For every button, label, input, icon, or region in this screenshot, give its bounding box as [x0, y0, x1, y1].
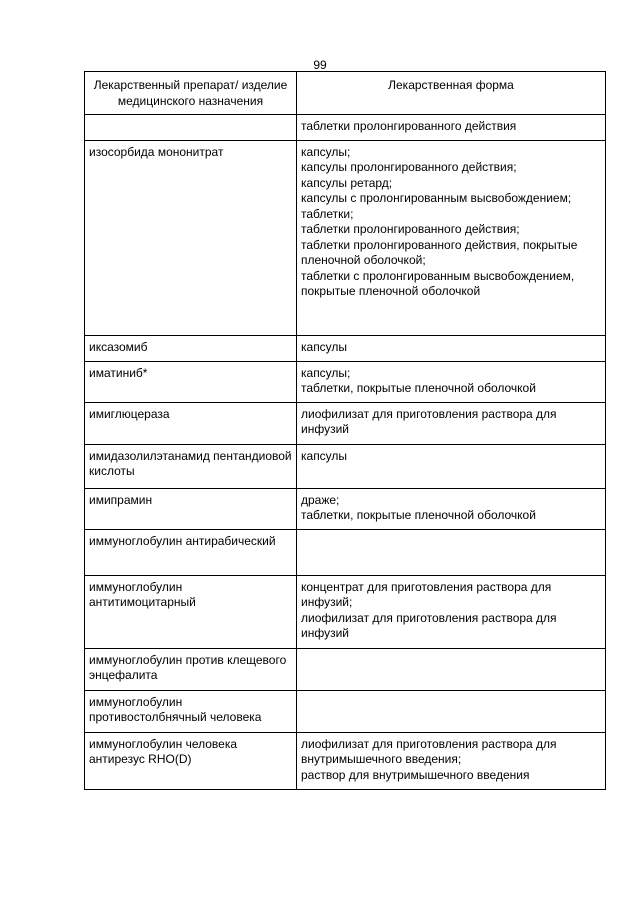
table-row — [85, 115, 606, 141]
table-row — [85, 732, 606, 789]
drug-forms-table — [84, 71, 606, 790]
dosage-form-item: таблетки с пролонгированным высвобождением, покрытые пленочной оболочкой — [301, 268, 575, 298]
drug-name-cell — [85, 648, 297, 690]
table-row — [85, 335, 606, 361]
dosage-form-cell — [297, 444, 606, 488]
table-row — [85, 488, 606, 529]
page-number: 99 — [313, 58, 327, 72]
table-row — [85, 648, 606, 690]
dosage-form-item: концентрат для приготовления раствора для инфузий; — [301, 579, 552, 609]
drug-name: иммуноглобулин антитимоцитарный — [89, 579, 196, 609]
dosage-form-cell — [297, 690, 606, 732]
drug-name: иматиниб* — [89, 365, 148, 380]
drug-name: имипрамин — [89, 492, 153, 507]
dosage-form-cell — [297, 140, 606, 335]
table-row — [85, 529, 606, 575]
dosage-form-item: капсулы ретард; — [301, 175, 393, 190]
dosage-form-item: капсулы; — [301, 144, 351, 159]
drug-name: изосорбида мононитрат — [89, 144, 224, 159]
dosage-form-cell — [297, 488, 606, 529]
dosage-form-item: таблетки пролонгированного действия — [301, 119, 517, 133]
dosage-form-cell — [297, 335, 606, 361]
dosage-form-cell — [297, 648, 606, 690]
drug-name: иммуноглобулин человека антирезус RHO(D) — [89, 736, 238, 766]
table-row — [85, 140, 606, 335]
dosage-form-item: лиофилизат для приготовления раствора для инфузий — [301, 406, 557, 436]
header-dosage-form: Лекарственная форма — [297, 72, 606, 115]
dosage-form-item: таблетки, покрытые пленочной оболочкой — [301, 508, 536, 522]
dosage-form-item: таблетки; — [301, 206, 354, 221]
drug-name-cell — [85, 690, 297, 732]
drug-name: иммуноглобулин антирабический — [89, 533, 276, 548]
drug-name: имидазолилэтанамид пентандиовой кислоты — [89, 448, 292, 478]
drug-name-cell — [85, 575, 297, 648]
dosage-form-item: драже; — [301, 492, 340, 507]
dosage-form-cell — [297, 732, 606, 789]
header-drug-name: Лекарственный препарат/ изделие медицинского назначения — [85, 72, 297, 115]
dosage-form-item: таблетки, покрытые пленочной оболочкой — [301, 381, 536, 395]
drug-name: иммуноглобулин противостолбнячный человека — [89, 694, 262, 724]
drug-name-cell — [85, 402, 297, 444]
table-row — [85, 444, 606, 488]
dosage-form-item: таблетки пролонгированного действия, покрытые пленочной оболочкой; — [301, 237, 578, 267]
drug-name-cell — [85, 732, 297, 789]
dosage-form-item: капсулы — [301, 339, 348, 354]
drug-name: иммуноглобулин против клещевого энцефалита — [89, 652, 287, 682]
dosage-form-item: капсулы пролонгированного действия; — [301, 160, 517, 174]
dosage-form-cell — [297, 575, 606, 648]
dosage-form-item: таблетки пролонгированного действия; — [301, 222, 520, 236]
dosage-form-item: капсулы; — [301, 365, 351, 380]
drug-name-cell — [85, 140, 297, 335]
dosage-form-cell — [297, 361, 606, 402]
dosage-form-item: лиофилизат для приготовления раствора для инфузий — [301, 610, 557, 640]
drug-name: иксазомиб — [89, 339, 148, 354]
dosage-form-cell — [297, 529, 606, 575]
drug-name-cell — [85, 444, 297, 488]
table-row — [85, 690, 606, 732]
table-header-row — [85, 72, 606, 115]
drug-name-cell — [85, 335, 297, 361]
drug-name-cell — [85, 361, 297, 402]
drug-name-cell — [85, 529, 297, 575]
table-row — [85, 575, 606, 648]
dosage-form-item: капсулы с пролонгированным высвобождением; — [301, 191, 572, 205]
dosage-form-item: лиофилизат для приготовления раствора для внутримышечного введения; — [301, 736, 557, 766]
drug-name: имиглюцераза — [89, 406, 170, 421]
table-body — [85, 115, 606, 790]
drug-name-cell — [85, 115, 297, 141]
dosage-form-item: раствор для внутримышечного введения — [301, 767, 530, 782]
dosage-form-item: капсулы — [301, 448, 348, 463]
dosage-form-cell — [297, 402, 606, 444]
table-row — [85, 361, 606, 402]
dosage-form-cell — [297, 115, 606, 141]
table-row — [85, 402, 606, 444]
drug-name-cell — [85, 488, 297, 529]
